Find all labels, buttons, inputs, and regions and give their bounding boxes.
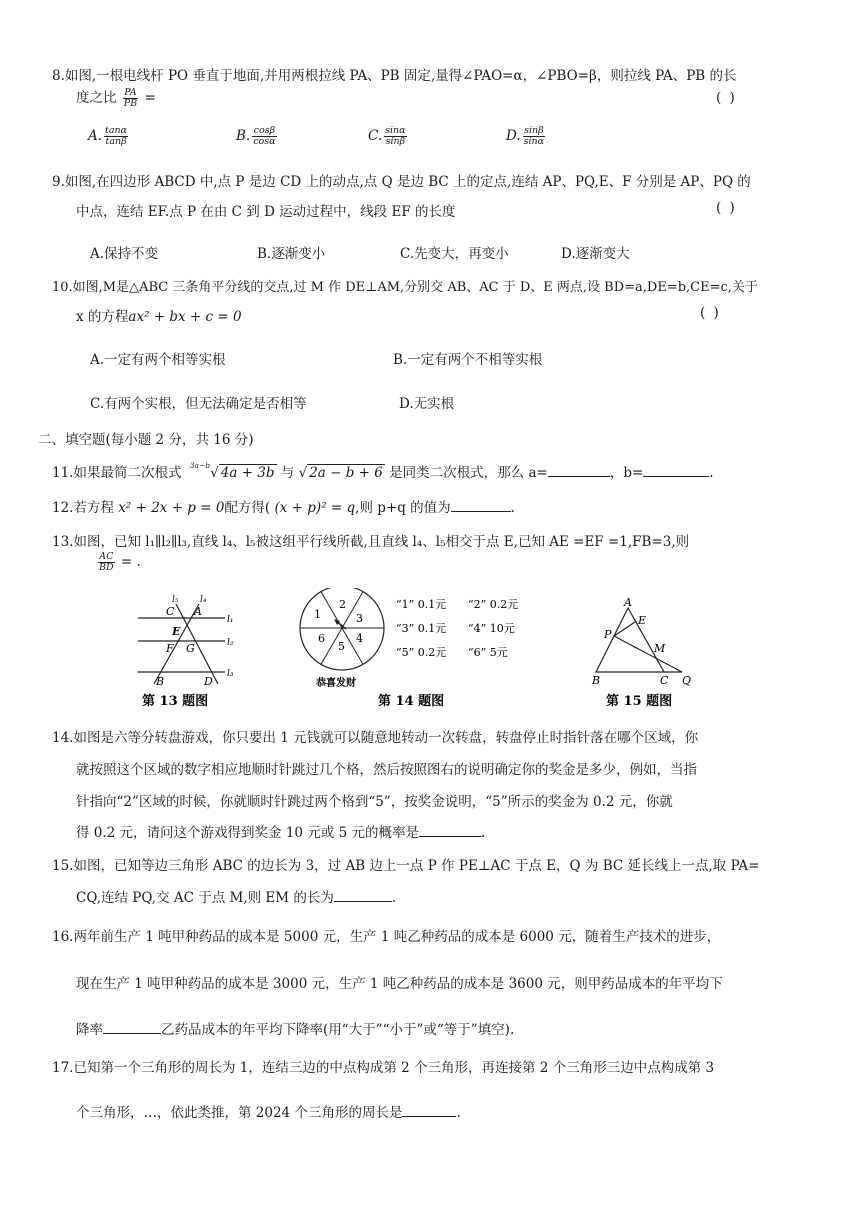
q10-answer-paren: ( ) bbox=[700, 305, 721, 321]
q10-equation: ax² + bx + c = 0 bbox=[128, 309, 242, 325]
sector-4: 4 bbox=[356, 632, 363, 645]
label-a: A bbox=[194, 605, 202, 618]
q8-lead: 度之比 bbox=[76, 90, 117, 106]
q11-radical2: √ 2a − b + 6 bbox=[298, 465, 383, 481]
q8-line2 bbox=[76, 86, 156, 109]
q10-option-d: D.无实根 bbox=[399, 396, 455, 412]
q15-blank[interactable] bbox=[334, 887, 392, 902]
q10-option-c: C.有两个实根，但无法确定是否相等 bbox=[90, 396, 307, 412]
prize-3: “3” 0.1元 bbox=[396, 622, 447, 635]
q16-line1: 16.两年前生产 1 吨甲种药品的成本是 5000 元，生产 1 吨乙种药品的成本是 6000 元，随着生产技术的进步， bbox=[52, 929, 721, 945]
sector-6: 6 bbox=[318, 632, 325, 645]
q11-blank-a[interactable] bbox=[548, 462, 610, 477]
q8-option-a: A. $\frac{\tan\alpha}{\tan\beta}$ bbox=[88, 125, 128, 147]
label-l2: l₂ bbox=[227, 638, 234, 648]
q9-answer-paren: ( ) bbox=[716, 200, 737, 216]
q17-line2: 个三角形，…，依此类推，第 2024 个三角形的周长是 . bbox=[76, 1101, 461, 1121]
q16-line3: 降率 乙药品成本的年平均下降率(用“大于”“小于”或“等于”填空). bbox=[76, 1018, 514, 1038]
label-b: B bbox=[156, 675, 165, 688]
label-b: B bbox=[592, 674, 601, 687]
q13-line2: $\frac{AC}{BD}$ = . bbox=[99, 551, 141, 573]
q11-blank-b[interactable] bbox=[643, 462, 709, 477]
q8-eq: = bbox=[144, 90, 156, 106]
q8-option-c: C. $\frac{\sin\alpha}{\sin\beta}$ bbox=[368, 125, 406, 147]
q13-line1: 13.如图，已知 l₁∥l₂∥l₃,直线 l₄、l₅被这组平行线所截,且直线 l₄、l₅相交于点 E,已知 AE =EF =1,FB=3,则 bbox=[52, 534, 690, 550]
figure-13 bbox=[130, 588, 260, 712]
q11-line: 11.如果最简二次根式 $^{3a-b}$√ 4a + 3b 与 √ 2a − b + 6 是同类二次根式，那么 a= ，b= . bbox=[52, 461, 714, 481]
q17-blank[interactable] bbox=[402, 1102, 456, 1117]
q9-line1: 9.如图,在四边形 ABCD 中,点 P 是边 CD 上的动点,点 Q 是边 BC 上的定点,连结 AP、PQ,E、F 分别是 AP、PQ 的 bbox=[52, 174, 751, 190]
label-c: C bbox=[660, 674, 669, 687]
q8-ratio: $\frac{PA}{PB}$ bbox=[123, 87, 138, 109]
label-l3: l₃ bbox=[227, 669, 234, 679]
q10-line2: x 的方程ax² + bx + c = 0 bbox=[76, 309, 242, 325]
q10-option-b: B.一定有两个不相等实根 bbox=[393, 352, 543, 368]
q14-line1: 14.如图是六等分转盘游戏，你只要出 1 元钱就可以随意地转动一次转盘，转盘停止时指针落在哪个区域，你 bbox=[52, 730, 699, 746]
q14-line3: 针指向“2”区域的时候，你就顺时针跳过两个格到“5”，按奖金说明，“5”所示的奖金为 0.2 元，你就 bbox=[76, 794, 673, 810]
q16-blank[interactable] bbox=[103, 1019, 161, 1034]
figure-15 bbox=[588, 596, 712, 712]
q8-answer-paren: ( ) bbox=[716, 90, 737, 106]
q8-line1: 8.如图,一根电线杆 PO 垂直于地面,并用两根拉线 PA、PB 固定,量得∠PAO=α，∠PBO=β，则拉线 PA、PB 的长 bbox=[52, 68, 737, 84]
q9-option-c: C.先变大，再变小 bbox=[400, 246, 509, 262]
sector-2: 2 bbox=[339, 598, 346, 611]
q9-option-d: D.逐渐变大 bbox=[561, 246, 630, 262]
q17-line1: 17.已知第一个三角形的周长为 1，连结三边的中点构成第 2 个三角形，再连接第 2 个三角形三边中点构成第 3 bbox=[52, 1060, 715, 1076]
section-title: 二、填空题(每小题 2 分，共 16 分) bbox=[38, 432, 254, 448]
q13-ratio: $\frac{AC}{BD}$ bbox=[99, 551, 114, 573]
label-l4: l₄ bbox=[200, 595, 207, 605]
label-d: D bbox=[204, 675, 213, 688]
fig15-caption: 第 15 题图 bbox=[606, 694, 673, 709]
q11-radical1: √ 4a + 3b bbox=[210, 465, 275, 481]
label-a: A bbox=[624, 596, 632, 609]
label-c: C bbox=[166, 605, 175, 618]
q15-line2: CQ,连结 PQ,交 AC 于点 M,则 EM 的长为 . bbox=[76, 886, 396, 906]
q14-line2: 就按照这个区域的数字相应地顺时针跳过几个格，然后按照图右的说明确定你的奖金是多少，例如，当指 bbox=[76, 762, 697, 778]
q15-line1: 15.如图，已知等边三角形 ABC 的边长为 3，过 AB 边上一点 P 作 PE⊥AC 于点 E，Q 为 BC 延长线上一点,取 PA= bbox=[52, 858, 760, 874]
sector-1: 1 bbox=[314, 608, 321, 621]
sector-5: 5 bbox=[338, 640, 345, 653]
q9-option-b: B.逐渐变小 bbox=[257, 246, 326, 262]
q12-line: 12.若方程 x² + 2x + p = 0配方得( (x + p)² = q,则 p+q 的值为 . bbox=[52, 496, 515, 516]
figure-14 bbox=[292, 588, 542, 712]
prize-6: “6” 5元 bbox=[468, 646, 508, 659]
label-p: P bbox=[604, 628, 612, 641]
q16-line2: 现在生产 1 吨甲种药品的成本是 3000 元，生产 1 吨乙种药品的成本是 3600 元，则甲药品成本的年平均下 bbox=[76, 976, 723, 992]
prize-4: “4” 10元 bbox=[468, 622, 515, 635]
label-m: M bbox=[654, 642, 666, 655]
prize-5: “5” 0.2元 bbox=[396, 646, 447, 659]
q10-line1: 10.如图,M是△ABC 三条角平分线的交点,过 M 作 DE⊥AM,分别交 AB、AC 于 D、E 两点,设 BD=a,DE=b,CE=c,关于 bbox=[52, 280, 758, 295]
q14-line4: 得 0.2 元，请问这个游戏得到奖金 10 元或 5 元的概率是 . bbox=[76, 821, 485, 841]
label-l5: l₅ bbox=[172, 595, 179, 605]
fig14-caption: 第 14 题图 bbox=[378, 694, 445, 709]
label-q: Q bbox=[682, 674, 692, 687]
q14-blank[interactable] bbox=[419, 822, 481, 837]
segment-pq bbox=[614, 636, 682, 672]
q12-blank[interactable] bbox=[451, 497, 511, 512]
label-e: E bbox=[638, 614, 647, 627]
q8-option-b: B. $\frac{\cos\beta}{\cos\alpha}$ bbox=[236, 125, 276, 147]
label-e: E bbox=[172, 625, 181, 638]
sector-3: 3 bbox=[356, 612, 363, 625]
q9-line2: 中点，连结 EF.点 P 在由 C 到 D 运动过程中，线段 EF 的长度 bbox=[76, 204, 456, 220]
q11-root-index: 3a−b bbox=[189, 461, 211, 470]
label-g: G bbox=[186, 642, 195, 655]
q8-option-d: D. $\frac{\sin\beta}{\sin\alpha}$ bbox=[506, 125, 545, 147]
prize-2: “2” 0.2元 bbox=[468, 598, 519, 611]
fig13-caption: 第 13 题图 bbox=[142, 694, 209, 709]
q10-option-a: A.一定有两个相等实根 bbox=[90, 352, 226, 368]
prize-1: “1” 0.1元 bbox=[396, 598, 447, 611]
q9-option-a: A.保持不变 bbox=[90, 246, 159, 262]
label-l1: l₁ bbox=[227, 615, 234, 625]
spinner-bottom-text: 恭喜发财 bbox=[316, 678, 356, 689]
label-f: F bbox=[166, 642, 174, 655]
